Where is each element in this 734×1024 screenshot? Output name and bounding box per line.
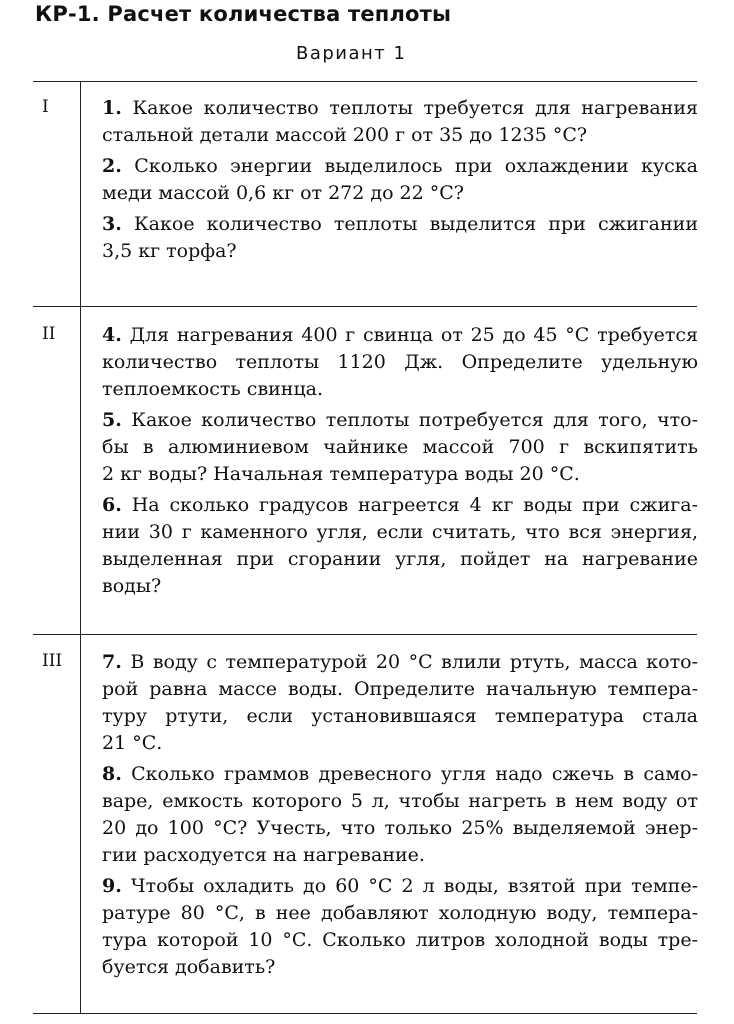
section-roman-1: I — [42, 97, 49, 117]
task-line — [102, 927, 698, 954]
task-text: ратуре 80 °С, в нее добавляют холодную воду, темпера- — [102, 902, 698, 924]
task-line — [102, 730, 698, 757]
section-roman-2: II — [42, 324, 56, 344]
section-3-tasks — [102, 649, 698, 985]
task-line — [102, 153, 698, 180]
section-roman-3: III — [42, 651, 63, 671]
task-2 — [102, 153, 698, 207]
task-line — [102, 842, 698, 869]
section-2-tasks — [102, 322, 698, 604]
task-number: 8. — [102, 763, 122, 785]
task-text: теплоемкость свинца. — [102, 378, 324, 400]
task-line — [102, 95, 698, 122]
task-text: рой равна массе воды. Определите начальную темпера- — [102, 678, 698, 700]
task-number: 4. — [102, 324, 122, 346]
task-text: Чтобы охладить до 60 °С 2 л воды, взятой при темпе- — [130, 875, 698, 897]
task-line — [102, 703, 698, 730]
task-3 — [102, 211, 698, 265]
task-text: Сколько энергии выделилось при охлаждении куска — [134, 155, 698, 177]
task-text: Какое количество теплоты потребуется для того, что- — [131, 409, 699, 431]
task-line — [102, 180, 698, 207]
table-bottom-border — [33, 1013, 697, 1014]
task-5 — [102, 407, 698, 488]
task-text: воды? — [102, 575, 162, 597]
task-text: 2 кг воды? Начальная температура воды 20 °С. — [102, 463, 580, 485]
task-line — [102, 376, 698, 403]
task-text: варе, емкость которого 5 л, чтобы нагреть в нем воду от — [102, 790, 698, 812]
task-number: 1. — [102, 97, 122, 119]
task-number: 7. — [102, 651, 122, 673]
task-9 — [102, 873, 698, 981]
task-line — [102, 546, 698, 573]
task-text: выделенная при сгорании угля, пойдет на нагревание — [102, 548, 698, 570]
task-text: Сколько граммов древесного угля надо сжечь в само- — [131, 763, 698, 785]
task-text: тура которой 10 °С. Сколько литров холодной воды тре- — [102, 929, 698, 951]
task-line — [102, 211, 698, 238]
task-text: 20 до 100 °С? Учесть, что только 25% выделяемой энер- — [102, 817, 698, 839]
task-line — [102, 322, 698, 349]
task-text: туру ртути, если установившаяся температура стала — [102, 705, 698, 727]
task-text: гии расходуется на нагревание. — [102, 844, 425, 866]
section-divider-1 — [33, 306, 697, 307]
task-line — [102, 349, 698, 376]
task-text: нии 30 г каменного угля, если считать, что вся энергия, — [102, 521, 698, 543]
task-line — [102, 122, 698, 149]
task-line — [102, 434, 698, 461]
task-1 — [102, 95, 698, 149]
task-8 — [102, 761, 698, 869]
task-line — [102, 815, 698, 842]
task-line — [102, 573, 698, 600]
task-text: меди массой 0,6 кг от 272 до 22 °С? — [102, 182, 464, 204]
task-line — [102, 788, 698, 815]
column-divider — [80, 81, 81, 1014]
task-line — [102, 676, 698, 703]
task-text: количество теплоты 1120 Дж. Определите удельную — [102, 351, 698, 373]
task-line — [102, 761, 698, 788]
task-text: бы в алюминиевом чайнике массой 700 г вскипятить — [102, 436, 698, 458]
task-text: стальной детали массой 200 г от 35 до 1235 °С? — [102, 124, 588, 146]
task-line — [102, 873, 698, 900]
page-title: КР-1. Расчет количества теплоты — [35, 2, 452, 26]
task-line — [102, 519, 698, 546]
task-text: В воду с температурой 20 °С влили ртуть, масса кото- — [130, 651, 698, 673]
variant-label: Вариант 1 — [296, 43, 407, 64]
task-number: 3. — [102, 213, 122, 235]
task-text: Какое количество теплоты требуется для нагревания — [132, 97, 699, 119]
task-text: Какое количество теплоты выделится при сжигании — [133, 213, 699, 235]
task-text: 3,5 кг торфа? — [102, 240, 237, 262]
task-line — [102, 954, 698, 981]
task-4 — [102, 322, 698, 403]
task-line — [102, 407, 698, 434]
task-number: 2. — [102, 155, 122, 177]
task-7 — [102, 649, 698, 757]
task-line — [102, 900, 698, 927]
task-6 — [102, 492, 698, 600]
task-text: Для нагревания 400 г свинца от 25 до 45 °С требуется — [129, 324, 698, 346]
task-line — [102, 461, 698, 488]
task-text: 21 °С. — [102, 732, 163, 754]
section-divider-2 — [33, 634, 697, 635]
task-number: 6. — [102, 494, 122, 516]
task-text: На сколько градусов нагреется 4 кг воды при сжига- — [131, 494, 698, 516]
task-text: буется добавить? — [102, 956, 276, 978]
task-number: 9. — [102, 875, 122, 897]
task-line — [102, 238, 698, 265]
section-1-tasks — [102, 95, 698, 269]
task-line — [102, 649, 698, 676]
task-line — [102, 492, 698, 519]
table-top-border — [33, 81, 697, 82]
task-number: 5. — [102, 409, 122, 431]
